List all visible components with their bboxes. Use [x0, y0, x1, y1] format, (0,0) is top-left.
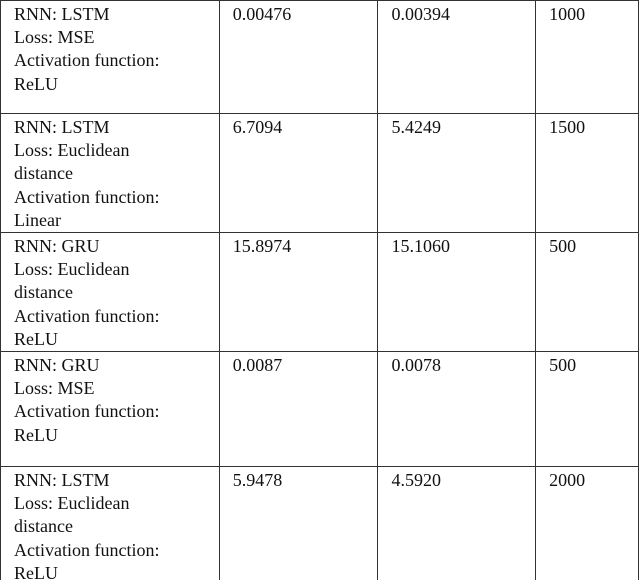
value-cell-1: 15.8974 — [219, 233, 378, 352]
config-line: Activation function: — [14, 539, 160, 560]
table-row — [1, 1, 639, 114]
config-line: ReLU — [14, 73, 58, 94]
config-line: Linear — [14, 209, 61, 230]
config-line: Loss: Euclidean — [14, 140, 130, 161]
config-cell — [1, 467, 220, 580]
config-line: ReLU — [14, 328, 58, 349]
config-line: distance — [14, 282, 73, 303]
config-cell — [1, 1, 220, 114]
config-line: Loss: Euclidean — [14, 259, 130, 280]
value-cell-2: 4.5920 — [378, 467, 536, 580]
config-cell — [1, 352, 220, 467]
value-cell-2: 15.1060 — [378, 233, 536, 352]
config-line: RNN: GRU — [14, 236, 100, 257]
table-row — [1, 352, 639, 467]
config-line: Loss: Euclidean — [14, 493, 130, 514]
config-line: Activation function: — [14, 401, 160, 422]
table-row — [1, 114, 639, 233]
value-cell-2: 0.0078 — [378, 352, 536, 467]
value-cell-1: 0.0087 — [219, 352, 378, 467]
value-cell-1: 0.00476 — [219, 1, 378, 114]
config-line: ReLU — [14, 562, 58, 580]
value-cell-3: 500 — [536, 233, 639, 352]
config-line: ReLU — [14, 424, 58, 445]
value-cell-3: 1000 — [536, 1, 639, 114]
config-cell — [1, 233, 220, 352]
value-cell-2: 5.4249 — [378, 114, 536, 233]
config-line: Activation function: — [14, 50, 160, 71]
value-cell-3: 500 — [536, 352, 639, 467]
value-cell-1: 5.9478 — [219, 467, 378, 580]
config-line: Loss: MSE — [14, 378, 95, 399]
config-line: RNN: LSTM — [14, 4, 110, 24]
table-row — [1, 467, 639, 580]
value-cell-1: 6.7094 — [219, 114, 378, 233]
value-cell-3: 1500 — [536, 114, 639, 233]
value-cell-3: 2000 — [536, 467, 639, 580]
config-line: RNN: LSTM — [14, 117, 110, 137]
config-line: Loss: MSE — [14, 27, 95, 48]
config-line: Activation function: — [14, 305, 160, 326]
config-cell — [1, 114, 220, 233]
config-line: distance — [14, 516, 73, 537]
value-cell-2: 0.00394 — [378, 1, 536, 114]
table-row — [1, 233, 639, 352]
config-line: RNN: LSTM — [14, 470, 110, 491]
config-line: Activation function: — [14, 186, 160, 207]
config-line: RNN: GRU — [14, 355, 100, 376]
config-line: distance — [14, 163, 73, 184]
